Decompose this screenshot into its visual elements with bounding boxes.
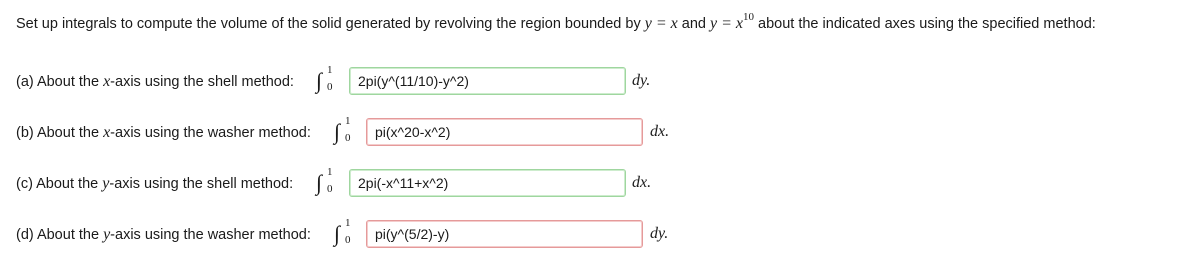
integral-lower-limit: 0 xyxy=(327,183,333,195)
part-c-row xyxy=(16,166,1176,199)
differential-d: dy. xyxy=(650,225,669,242)
equation-line: y = x xyxy=(644,14,678,32)
integral-sign: ∫ 1 0 xyxy=(316,64,333,93)
part-d-label: (d) About the y-axis using the washer method: xyxy=(16,226,311,243)
part-c-label: (c) About the y-axis using the shell method: xyxy=(16,175,294,192)
answer-input-a[interactable]: 2pi(y^(11/10)-y^2) xyxy=(349,67,626,95)
part-b-row xyxy=(16,115,1176,148)
integral-sign: ∫ 1 0 xyxy=(334,217,351,246)
integral-lower-limit: 0 xyxy=(327,81,333,93)
equation-power-exponent: 10 xyxy=(743,11,754,23)
part-d-row xyxy=(16,217,1176,250)
differential-b: dx. xyxy=(650,123,670,140)
equation-power-base: y = x xyxy=(710,14,743,32)
answer-input-b[interactable]: pi(x^20-x^2) xyxy=(366,118,643,146)
integral-lower-limit: 0 xyxy=(345,234,351,246)
problem-text-after: about the indicated axes using the specified method: xyxy=(754,15,1096,32)
part-b-label: (b) About the x-axis using the washer method: xyxy=(16,124,311,141)
integral-lower-limit: 0 xyxy=(345,132,351,144)
part-a-label: (a) About the x-axis using the shell method: xyxy=(16,73,294,90)
integral-upper-limit: 1 xyxy=(345,217,351,229)
problem-statement xyxy=(16,8,1186,35)
integral-sign: ∫ 1 0 xyxy=(316,166,333,195)
integral-sign: ∫ 1 0 xyxy=(334,115,351,144)
problem-text-before: Set up integrals to compute the volume of the solid generated by revolving the region bounded by xyxy=(16,15,645,32)
differential-c: dx. xyxy=(632,174,652,191)
integral-upper-limit: 1 xyxy=(327,166,333,178)
part-a-row xyxy=(16,64,1176,97)
integral-upper-limit: 1 xyxy=(345,115,351,127)
answer-input-d[interactable]: pi(y^(5/2)-y) xyxy=(366,220,643,248)
problem-and: and xyxy=(677,15,710,32)
answer-input-c[interactable]: 2pi(-x^11+x^2) xyxy=(349,169,626,197)
integral-upper-limit: 1 xyxy=(327,64,333,76)
differential-a: dy. xyxy=(632,72,651,89)
